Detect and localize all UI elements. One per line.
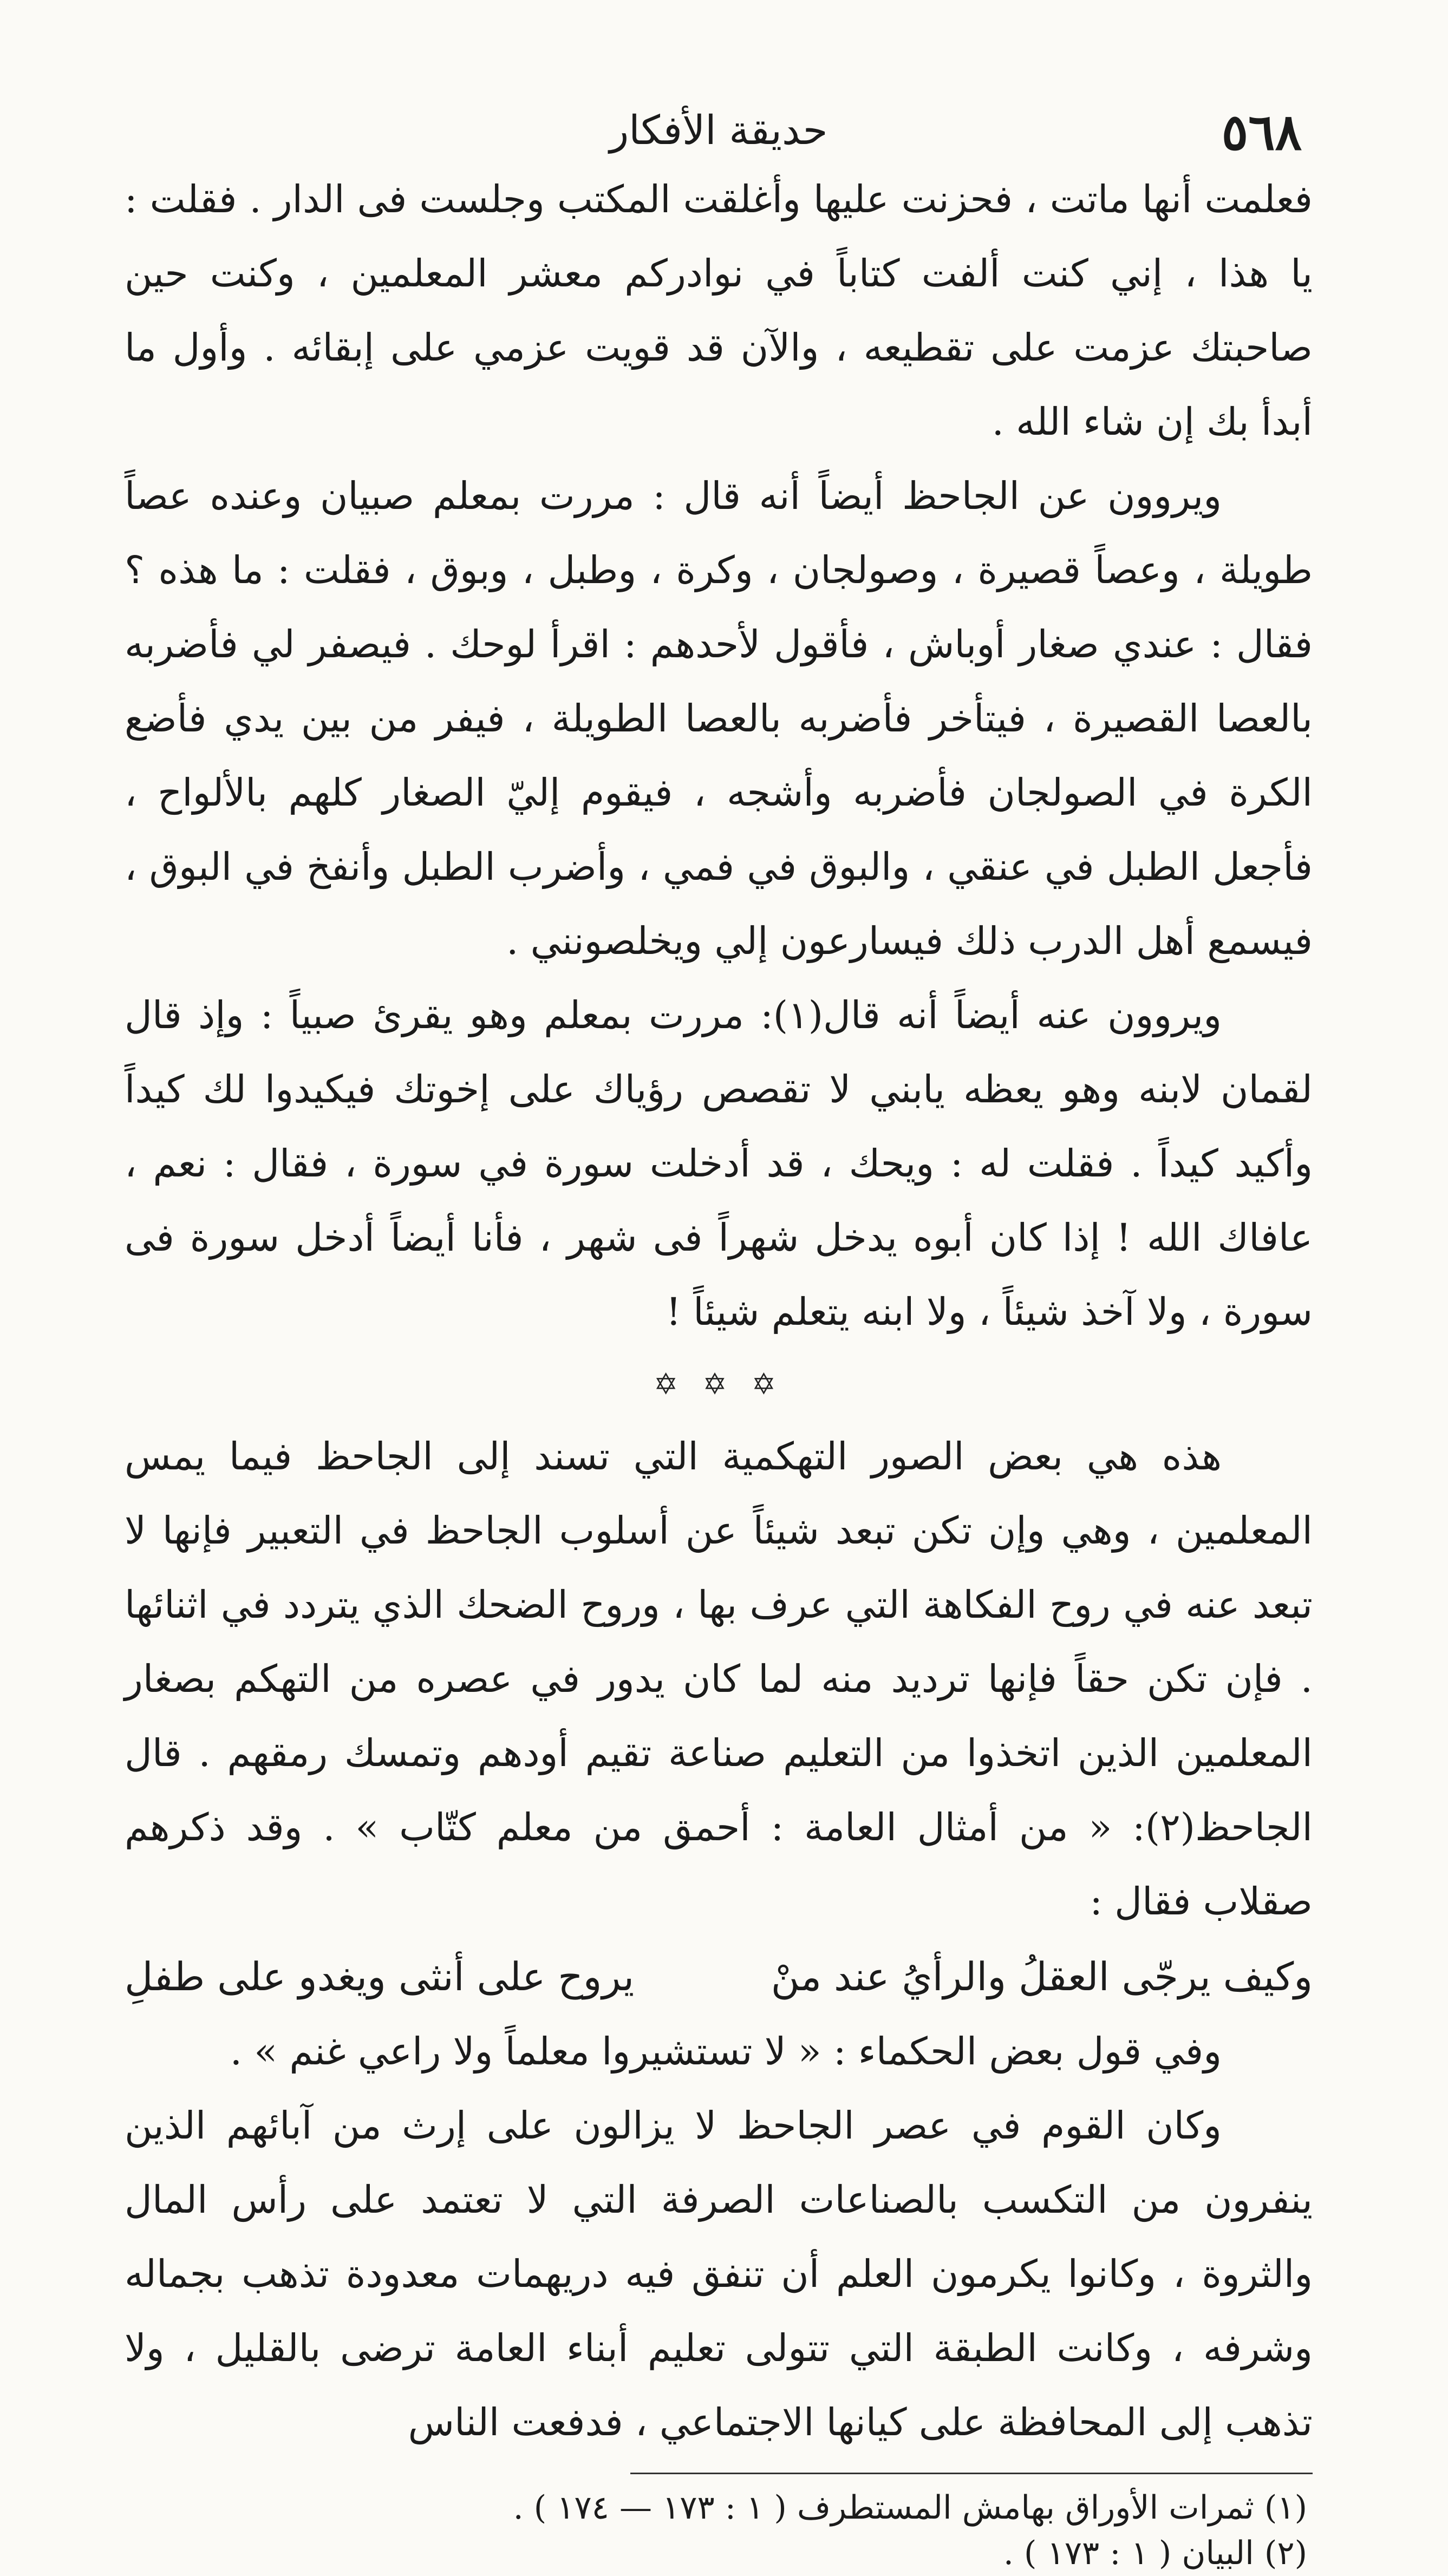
paragraph-3: ويروون عنه أيضاً أنه قال(١): مررت بمعلم وهو يقرئ صبياً : وإذ قال لقمان لابنه وهو يعظه يابني لا تقصص رؤياك على إخوتك فيكيدوا لك كيداً وأكيد كيداً . فقلت له : ويحك ، قد أدخلت سورة في سورة ، فقال : نعم ، عافاك الله ! إذا كان أبوه يدخل شهراً فى شهر ، فأنا أيضاً أدخل سورة فى سورة ، ولا آخذ شيئاً ، ولا ابنه يتعلم شيئاً !: [125, 993, 1313, 1334]
verse-second-hemistich: يروح على أنثى ويغدو على طفلِ: [125, 1954, 635, 1999]
body-text: [125, 162, 1313, 2460]
paragraph-after-verse: وفي قول بعض الحكماء : « لا تستشيروا معلماً ولا راعي غنم » .: [230, 2029, 1222, 2074]
page-number: ٥٦٨: [1221, 103, 1302, 161]
paragraph-4: هذه هي بعض الصور التهكمية التي تسند إلى الجاحظ فيما يمس المعلمين ، وهي وإن تكن تبعد شيئاً عن أسلوب الجاحظ في التعبير فإنها لا تبعد عنه في روح الفكاهة التي عرف بها ، وروح الضحك الذي يتردد في اثنائها . فإن تكن حقاً فإنها ترديد منه لما كان يدور في عصره من التهكم بصغار المعلمين الذين اتخذوا من التعليم صناعة تقيم أودهم وتمسك رمقهم . قال الجاحظ(٢): « من أمثال العامة : أحمق من معلم كتّاب » . وقد ذكرهم صقلاب فقال :: [125, 1434, 1313, 1924]
running-title: حديقة الأفكار: [609, 107, 828, 154]
paragraph-final: وكان القوم في عصر الجاحظ لا يزالون على إرث من آبائهم الذين ينفرون من التكسب بالصناعات الصرفة التي لا تعتمد على رأس المال والثروة ، وكانوا يكرمون العلم أن تنفق فيه دريهمات معدودة تذهب بجماله وشرفه ، وكانت الطبقة التي تتولى تعليم أبناء العامة ترضى بالقليل ، ولا تذهب إلى المحافظة على كيانها الاجتماعي ، فدفعت الناس: [125, 2103, 1313, 2444]
footnotes: [125, 2474, 1313, 2576]
paragraph-1: فعلمت أنها ماتت ، فحزنت عليها وأغلقت المكتب وجلست فى الدار . فقلت : يا هذا ، إني كنت ألفت كتاباً في نوادركم معشر المعلمين ، وكنت حين صاحبتك عزمت على تقطيعه ، والآن قد قويت عزمي على إبقائه . وأول ما أبدأ بك إن شاء الله .: [125, 177, 1313, 444]
poetry-verse: [125, 1939, 1313, 2015]
footnote-2: (٢) البيان ( ١ : ١٧٣ ) .: [1003, 2534, 1307, 2572]
verse-first-hemistich: وكيف يرجّى العقلُ والرأيُ عند منْ: [771, 1954, 1313, 1999]
page-header: [125, 97, 1313, 162]
footnote-1: (١) ثمرات الأوراق بهامش المستطرف ( ١ : ١٧٣ — ١٧٤ ) .: [513, 2489, 1307, 2527]
paragraph-2: ويروون عن الجاحظ أيضاً أنه قال : مررت بمعلم صبيان وعنده عصاً طويلة ، وعصاً قصيرة ، وصولجان ، وكرة ، وطبل ، وبوق ، فقلت : ما هذه ؟ فقال : عندي صغار أوباش ، فأقول لأحدهم : اقرأ لوحك . فيصفر لي فأضربه بالعصا القصيرة ، فيتأخر فأضربه بالعصا الطويلة ، فيفر من بين يدي فأضع الكرة في الصولجان فأضربه وأشجه ، فيقوم إليّ الصغار كلهم بالألواح ، فأجعل الطبل في عنقي ، والبوق في فمي ، وأضرب الطبل وأنفخ في البوق ، فيسمع أهل الدرب ذلك فيسارعون إلي ويخلصونني .: [125, 474, 1313, 963]
section-separator: ✡ ✡ ✡: [653, 1367, 784, 1401]
